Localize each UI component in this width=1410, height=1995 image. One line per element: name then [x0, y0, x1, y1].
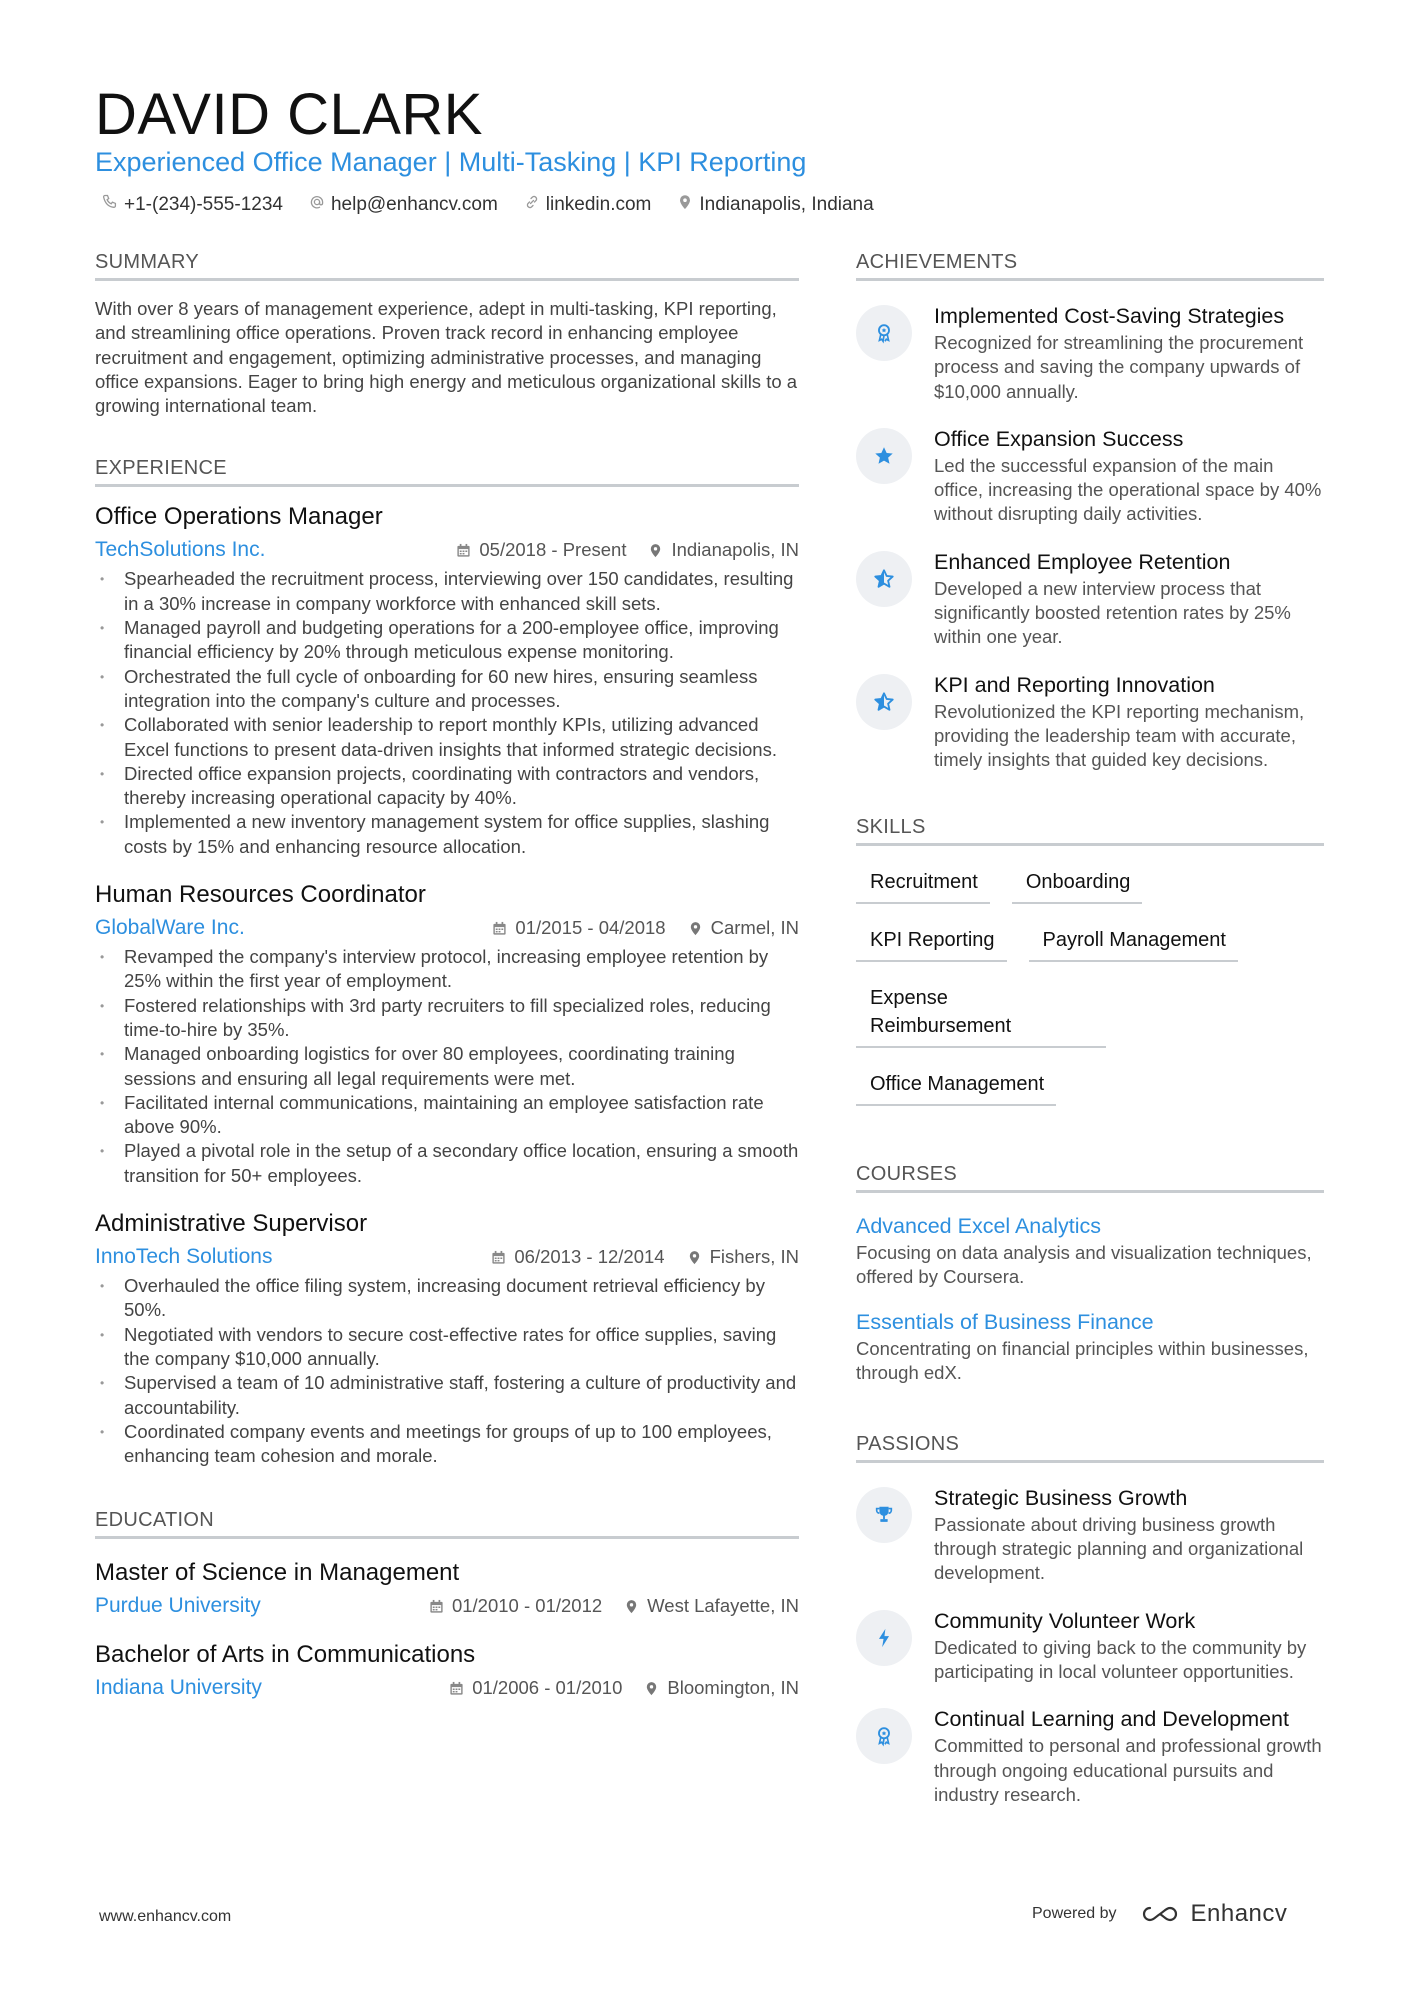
award-icon — [856, 1708, 912, 1764]
job-bullet: • Negotiated with vendors to secure cost-effective rates for office supplies, saving the company $10,000 annually. — [95, 1323, 799, 1372]
company-name: TechSolutions Inc. — [95, 538, 266, 562]
powered-by-label: Powered by — [1032, 1905, 1117, 1922]
calendar-icon — [491, 1250, 506, 1265]
job-title: Human Resources Coordinator — [95, 881, 426, 909]
location-pin-icon — [644, 1681, 659, 1696]
experience-section — [95, 454, 799, 1468]
footer-website[interactable]: www.enhancv.com — [99, 1908, 232, 1925]
job-bullet: • Orchestrated the full cycle of onboarding for 60 new hires, ensuring seamless integration into the company's culture and processes. — [95, 665, 799, 714]
passions-heading: PASSIONS — [856, 1430, 1324, 1463]
contact-email[interactable] — [309, 190, 498, 220]
achievements-section — [856, 248, 1324, 773]
education-item — [95, 1639, 799, 1703]
calendar-icon — [429, 1599, 444, 1614]
calendar-icon — [492, 921, 507, 936]
calendar-icon — [456, 543, 471, 558]
job-meta — [95, 1242, 799, 1272]
course-desc: Concentrating on financial principles within businesses, through edX. — [856, 1338, 1309, 1384]
job-details — [491, 1242, 799, 1272]
courses-heading: COURSES — [856, 1160, 1324, 1193]
job-bullet: • Fostered relationships with 3rd party recruiters to fill specialized roles, reducing time-to-hire by 35%. — [95, 994, 799, 1043]
education-section — [95, 1506, 799, 1703]
course-title: Advanced Excel Analytics — [856, 1213, 1101, 1238]
contact-location-text: Indianapolis, Indiana — [699, 194, 874, 215]
passions-section — [856, 1430, 1324, 1807]
courses-section — [856, 1160, 1324, 1386]
education-item — [95, 1557, 799, 1621]
degree-title: Master of Science in Management — [95, 1559, 460, 1587]
job-dates-text: 06/2013 - 12/2014 — [514, 1246, 665, 1268]
achievement-item — [856, 547, 1324, 650]
education-dates-text: 01/2010 - 01/2012 — [451, 1595, 603, 1617]
job-bullet: • Managed onboarding logistics for over 80 employees, coordinating training sessions and ensuring all legal requirements were met. — [95, 1042, 799, 1091]
location-pin-icon — [624, 1599, 639, 1614]
job-bullets — [95, 567, 799, 859]
skills-section — [856, 813, 1324, 1120]
passion-desc: Dedicated to giving back to the community by participating in local volunteer opportunities. — [934, 1636, 1307, 1682]
job-location-text: Indianapolis, IN — [671, 539, 799, 561]
job-bullet: • Directed office expansion projects, coordinating with contractors and vendors, thereby increasing operational capacity by 40%. — [95, 762, 799, 811]
education-dates — [429, 1591, 602, 1621]
star-outline-icon — [856, 674, 912, 730]
achievement-desc: Recognized for streamlining the procurement process and saving the company upwards of $10,000 annually. — [934, 332, 1304, 402]
job-location — [648, 535, 799, 565]
school-name: Indiana University — [95, 1676, 262, 1700]
skill-tag: KPI Reporting — [856, 918, 1007, 962]
course-desc: Focusing on data analysis and visualization techniques, offered by Coursera. — [856, 1241, 1312, 1287]
education-details — [429, 1591, 799, 1621]
star-outline-icon — [856, 551, 912, 607]
experience-item — [95, 501, 799, 859]
job-bullet: • Collaborated with senior leadership to report monthly KPIs, utilizing advanced Excel functions to present data-driven insights that informed strategic decisions. — [95, 713, 799, 762]
job-location — [687, 1242, 799, 1272]
job-bullet: • Facilitated internal communications, maintaining an employee satisfaction rate above 90%. — [95, 1091, 799, 1140]
star-icon — [856, 428, 912, 484]
contact-email-text: help@enhancv.com — [330, 194, 498, 215]
skill-tag: Payroll Management — [1029, 918, 1238, 962]
trophy-icon — [856, 1487, 912, 1543]
education-location-text: West Lafayette, IN — [647, 1595, 799, 1617]
job-bullet: • Managed payroll and budgeting operations for a 200-employee office, improving financial efficiency by 20% through meticulous expense monitoring. — [95, 616, 799, 665]
job-bullet: • Implemented a new inventory management system for office supplies, slashing costs by 15% and enhancing resource allocation. — [95, 810, 799, 859]
job-title: Office Operations Manager — [95, 503, 383, 531]
school-name: Purdue University — [95, 1594, 261, 1618]
job-dates — [491, 1242, 664, 1272]
job-meta — [95, 535, 799, 565]
experience-heading: EXPERIENCE — [95, 454, 799, 487]
job-bullet: • Revamped the company's interview protocol, increasing employee retention by 25% within the first year of employment. — [95, 945, 799, 994]
contact-bar — [102, 190, 874, 220]
job-location-text: Carmel, IN — [710, 917, 799, 939]
contact-phone-text: +1-(234)-555-1234 — [124, 194, 283, 215]
location-pin-icon — [677, 190, 693, 220]
job-dates-text: 01/2015 - 04/2018 — [515, 917, 666, 939]
education-meta — [95, 1673, 799, 1703]
brand-name: Enhancv — [1190, 1900, 1288, 1927]
brand-logo[interactable] — [1137, 1900, 1288, 1928]
education-details — [449, 1673, 799, 1703]
education-location — [644, 1673, 799, 1703]
course-item — [856, 1307, 1324, 1386]
company-name: GlobalWare Inc. — [95, 916, 245, 940]
job-dates — [492, 913, 665, 943]
passion-desc: Passionate about driving business growth through strategic planning and organizational development. — [934, 1513, 1304, 1584]
job-title: Administrative Supervisor — [95, 1210, 368, 1238]
summary-section — [95, 248, 799, 418]
job-details — [456, 535, 799, 565]
link-icon — [524, 190, 540, 220]
summary-text: With over 8 years of management experience, adept in multi-tasking, KPI reporting, and streamlining office operations. Proven track record in enhancing employee recruitment and engagement, optimizing administrative processes, and managing office expansions. Eager to bring high energy and meticulous organizational skills to a growing international team. — [95, 298, 798, 417]
job-bullets — [95, 945, 799, 1188]
lightning-icon — [856, 1610, 912, 1666]
passion-title: Continual Learning and Development — [934, 1707, 1289, 1732]
skills-list — [856, 860, 1306, 1120]
achievement-desc: Developed a new interview process that significantly boosted retention rates by 25% within one year. — [934, 577, 1291, 648]
achievement-title: Enhanced Employee Retention — [934, 549, 1231, 574]
phone-icon — [102, 190, 118, 220]
contact-linkedin[interactable] — [524, 190, 652, 220]
company-name: InnoTech Solutions — [95, 1245, 273, 1269]
course-item — [856, 1211, 1324, 1290]
contact-phone[interactable] — [102, 190, 283, 220]
job-bullet: • Coordinated company events and meetings for groups of up to 100 employees, enhancing team cohesion and morale. — [95, 1420, 799, 1469]
experience-item — [95, 1208, 799, 1468]
experience-item — [95, 879, 799, 1188]
footer-branding — [1032, 1900, 1287, 1928]
at-icon — [309, 190, 325, 220]
enhancv-logo-icon — [1137, 1902, 1183, 1926]
location-pin-icon — [688, 921, 703, 936]
education-heading: EDUCATION — [95, 1506, 799, 1539]
job-bullet: • Spearheaded the recruitment process, interviewing over 150 candidates, resulting in a 30% increase in company workforce with enhanced skill sets. — [95, 567, 799, 616]
job-bullet: • Overhauled the office filing system, increasing document retrieval efficiency by 50%. — [95, 1274, 799, 1323]
achievement-title: KPI and Reporting Innovation — [934, 672, 1215, 697]
job-dates-text: 05/2018 - Present — [479, 539, 627, 561]
passion-item — [856, 1704, 1324, 1807]
skill-tag: Office Management — [856, 1062, 1056, 1106]
headline: Experienced Office Manager | Multi-Tasking | KPI Reporting — [95, 147, 807, 177]
location-pin-icon — [687, 1250, 702, 1265]
education-location — [624, 1591, 799, 1621]
achievement-desc: Led the successful expansion of the main office, increasing the operational space by 40% without disrupting daily activities. — [934, 454, 1322, 525]
education-dates-text: 01/2006 - 01/2010 — [472, 1677, 623, 1699]
education-dates — [449, 1673, 622, 1703]
award-icon — [856, 305, 912, 361]
skill-tag: Recruitment — [856, 860, 990, 904]
skill-tag: Onboarding — [1012, 860, 1143, 904]
candidate-name: DAVID CLARK — [95, 82, 483, 147]
achievement-title: Office Expansion Success — [934, 426, 1184, 451]
passion-item — [856, 1483, 1324, 1586]
passion-desc: Committed to personal and professional growth through ongoing educational pursuits and industry research. — [934, 1735, 1322, 1805]
summary-heading: SUMMARY — [95, 248, 799, 281]
job-location — [688, 913, 799, 943]
passion-title: Community Volunteer Work — [934, 1608, 1196, 1633]
job-dates — [456, 535, 626, 565]
education-location-text: Bloomington, IN — [667, 1677, 799, 1699]
achievement-item — [856, 424, 1324, 527]
job-bullet: • Played a pivotal role in the setup of a secondary office location, ensuring a smooth transition for 50+ employees. — [95, 1139, 799, 1188]
education-meta — [95, 1591, 799, 1621]
achievements-heading: ACHIEVEMENTS — [856, 248, 1324, 281]
left-column — [95, 248, 799, 1703]
passion-item — [856, 1606, 1324, 1685]
skills-heading: SKILLS — [856, 813, 1324, 846]
degree-title: Bachelor of Arts in Communications — [95, 1641, 476, 1669]
passion-title: Strategic Business Growth — [934, 1485, 1188, 1510]
achievement-title: Implemented Cost-Saving Strategies — [934, 304, 1285, 328]
right-column — [856, 248, 1324, 1807]
job-meta — [95, 913, 799, 943]
job-location-text: Fishers, IN — [709, 1246, 799, 1268]
job-bullets — [95, 1274, 799, 1468]
skill-tag: Expense Reimbursement — [856, 976, 1106, 1048]
contact-location — [677, 190, 873, 220]
calendar-icon — [449, 1681, 464, 1696]
job-details — [492, 913, 799, 943]
course-title: Essentials of Business Finance — [856, 1310, 1154, 1335]
job-bullet: • Supervised a team of 10 administrative staff, fostering a culture of productivity and accountability. — [95, 1371, 799, 1420]
achievement-item — [856, 670, 1324, 773]
achievement-item — [856, 301, 1324, 404]
contact-linkedin-text: linkedin.com — [545, 194, 652, 215]
location-pin-icon — [648, 543, 663, 558]
achievement-desc: Revolutionized the KPI reporting mechanism, providing the leadership team with accurate, timely insights that guided key decisions. — [934, 700, 1305, 771]
